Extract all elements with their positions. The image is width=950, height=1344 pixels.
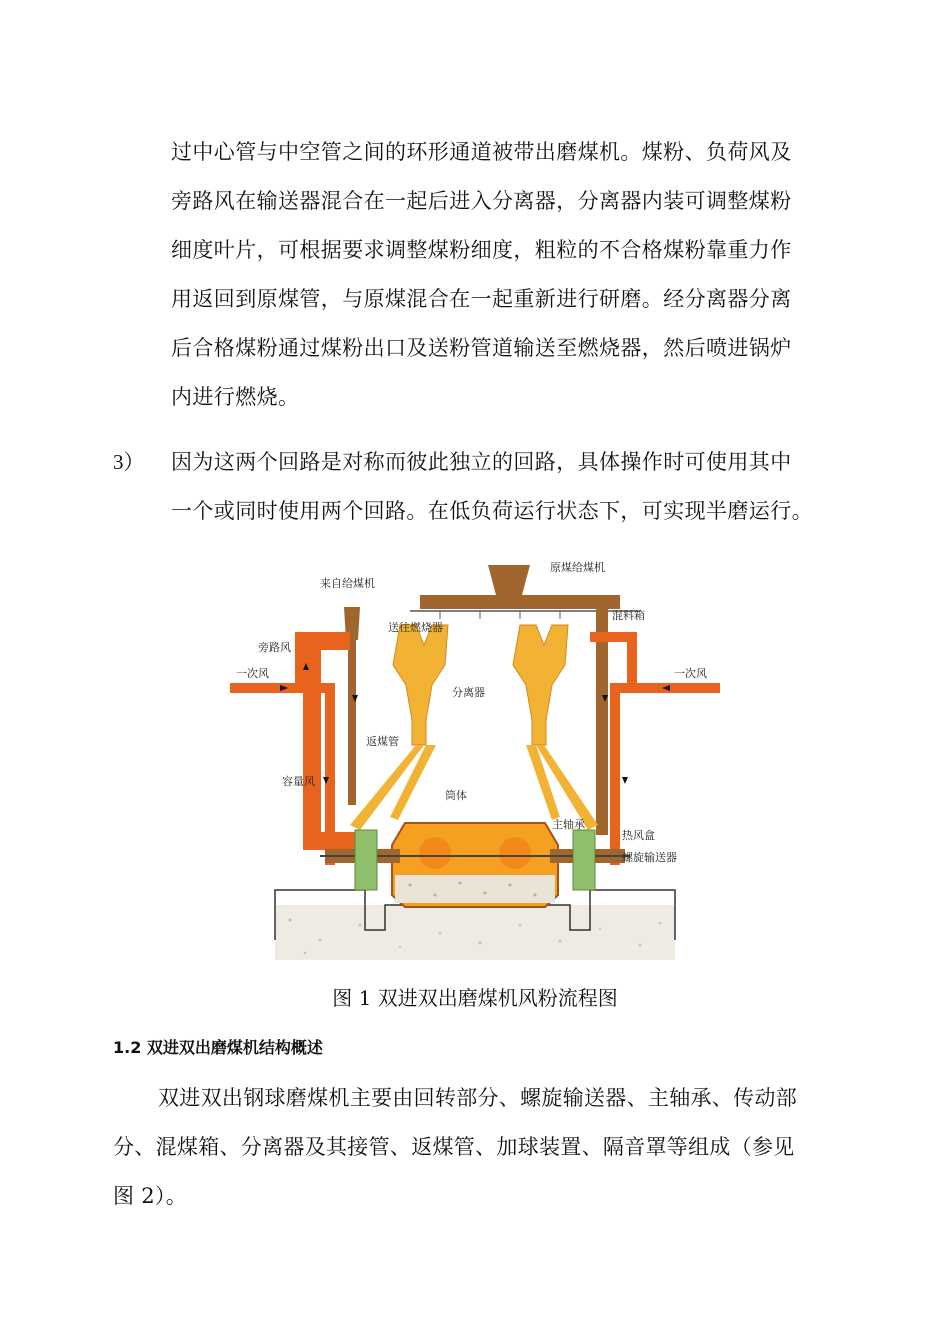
label-to-burner: 送往燃烧器 — [388, 621, 443, 634]
section-heading: 1.2 双进双出磨煤机结构概述 — [113, 1038, 323, 1057]
diagram-svg — [230, 545, 720, 965]
label-primary-air-left: 一次风 — [236, 667, 269, 680]
label-primary-air-right: 一次风 — [674, 667, 707, 680]
figure-caption: 图 1 双进双出磨煤机风粉流程图 — [332, 986, 618, 1010]
label-from-feeder: 来自给煤机 — [320, 577, 375, 590]
section-line: 分、混煤箱、分离器及其接管、返煤管、加球装置、隔音罩等组成（参见 — [113, 1135, 795, 1159]
section-line: 双进双出钢球磨煤机主要由回转部分、螺旋输送器、主轴承、传动部 — [158, 1086, 797, 1110]
label-hot-air-box: 热风盒 — [622, 829, 655, 842]
label-main-bearing: 主轴承 — [552, 818, 585, 831]
paragraph-line: 后合格煤粉通过煤粉出口及送粉管道输送至燃烧器，然后喷进锅炉 — [171, 336, 792, 360]
drum-swirl-right — [499, 837, 531, 869]
label-mixing-box: 混料箱 — [612, 609, 645, 622]
raw-feeder-hopper — [488, 565, 530, 595]
label-raw-feeder: 原煤给煤机 — [550, 561, 605, 574]
label-bypass-air: 旁路风 — [258, 641, 291, 654]
ball-charge — [395, 875, 555, 903]
label-screw-conveyor: 螺旋输送器 — [622, 851, 677, 864]
right-coal-pipe — [596, 609, 608, 835]
paragraph-line: 旁路风在输送器混合在一起后进入分离器，分离器内装可调整煤粉 — [171, 189, 792, 213]
list-item-line: 一个或同时使用两个回路。在低负荷运行状态下，可实现半磨运行。 — [171, 499, 813, 523]
left-bearing — [355, 830, 377, 890]
label-drum: 筒体 — [445, 789, 467, 802]
label-capacity-air: 容量风 — [282, 775, 315, 788]
drum-swirl-left — [419, 837, 451, 869]
mill-flow-diagram — [230, 545, 720, 965]
list-item-line: 因为这两个回路是对称而彼此独立的回路，具体操作时可使用其中 — [171, 450, 792, 474]
feeder-legs — [440, 611, 560, 619]
ground-base — [275, 905, 675, 960]
list-number: 3） — [113, 450, 145, 474]
right-separator — [513, 625, 568, 745]
raw-feeder-conveyor — [420, 595, 620, 609]
left-separator — [393, 625, 448, 745]
right-bearing — [573, 830, 595, 890]
paragraph-line: 细度叶片，可根据要求调整煤粉细度，粗粒的不合格煤粉靠重力作 — [171, 238, 792, 262]
paragraph-line: 用返回到原煤管，与原煤混合在一起重新进行研磨。经分离器分离 — [171, 287, 792, 311]
section-line: 图 2）。 — [113, 1184, 188, 1208]
paragraph-line: 过中心管与中空管之间的环形通道被带出磨煤机。煤粉、负荷风及 — [171, 140, 792, 164]
label-separator: 分离器 — [452, 686, 485, 699]
label-return-pipe: 返煤管 — [366, 735, 399, 748]
paragraph-line: 内进行燃烧。 — [171, 385, 300, 409]
